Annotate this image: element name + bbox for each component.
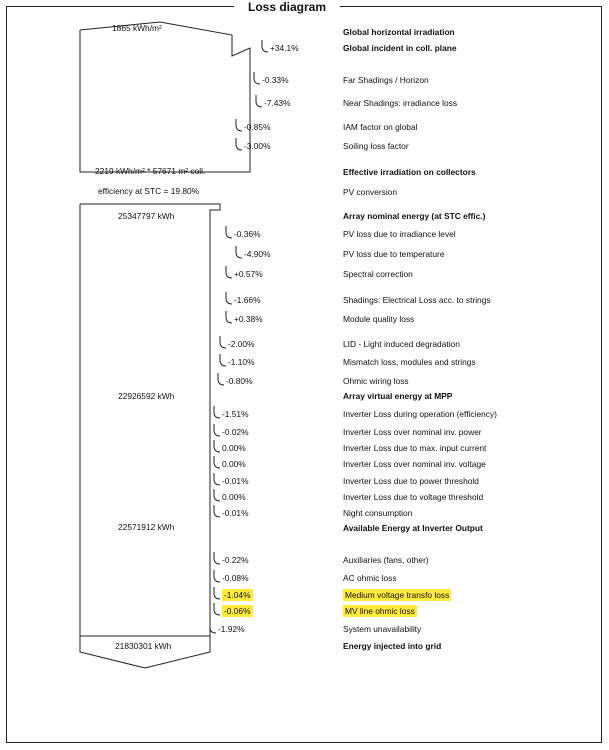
loss-row-label: Global horizontal irradiation <box>343 27 455 37</box>
loss-row-label: Inverter Loss due to power threshold <box>343 476 479 486</box>
loss-row-label: Auxiliaries (fans, other) <box>343 555 429 565</box>
loss-row-label: Inverter Loss over nominal inv. voltage <box>343 459 486 469</box>
loss-row-percentage: +34.1% <box>270 43 299 53</box>
loss-row-label: PV loss due to irradiance level <box>343 229 456 239</box>
loss-row-percentage: -0.01% <box>222 476 249 486</box>
loss-row-label: Spectral correction <box>343 269 413 279</box>
loss-row-label: Global incident in coll. plane <box>343 43 457 53</box>
loss-tick-mark <box>214 473 220 485</box>
loss-row-label: Array nominal energy (at STC effic.) <box>343 211 486 221</box>
loss-tick-mark <box>236 119 242 131</box>
top-flow-outline <box>80 22 250 172</box>
inverter-output-value: 22571912 kWh <box>118 522 175 532</box>
loss-row-percentage: -0.06% <box>224 606 251 616</box>
loss-tick-mark <box>214 440 220 452</box>
top-start-value: 1865 kWh/m² <box>112 23 162 33</box>
loss-tick-mark <box>214 587 220 599</box>
loss-row-percentage: +0.38% <box>234 314 263 324</box>
loss-tick-mark <box>226 266 232 278</box>
loss-tick-mark <box>236 246 242 258</box>
loss-row-label: Shadings: Electrical Loss acc. to strings <box>343 295 491 305</box>
loss-row-label: Module quality loss <box>343 314 415 324</box>
loss-row-percentage: -1.10% <box>228 357 255 367</box>
loss-row-percentage: -2.00% <box>228 339 255 349</box>
loss-row-percentage: +0.57% <box>234 269 263 279</box>
loss-row-label: LID - Light induced degradation <box>343 339 460 349</box>
loss-row-percentage: -0.80% <box>226 376 253 386</box>
loss-tick-mark <box>214 456 220 468</box>
loss-row-percentage: -1.92% <box>218 624 245 634</box>
loss-row-label: Mismatch loss, modules and strings <box>343 357 476 367</box>
loss-tick-mark <box>236 138 242 150</box>
loss-row-percentage: -0.36% <box>234 229 261 239</box>
loss-row-percentage: 0.00% <box>222 443 246 453</box>
loss-row-label: Inverter Loss due to voltage threshold <box>343 492 484 502</box>
loss-row-label: Soiling loss factor <box>343 141 409 151</box>
loss-row-percentage: -7.43% <box>264 98 291 108</box>
grid-injected-value: 21830301 kWh <box>115 641 172 651</box>
top-end-value: 2219 kWh/m² * 57671 m² coll. <box>95 166 206 176</box>
loss-tick-mark <box>262 40 268 52</box>
loss-row-label: MV line ohmic loss <box>345 606 415 616</box>
loss-tick-mark <box>214 489 220 501</box>
loss-row-percentage: -0.08% <box>222 573 249 583</box>
loss-tick-mark <box>256 95 262 107</box>
loss-row-label: Effective irradiation on collectors <box>343 167 476 177</box>
loss-tick-mark <box>214 552 220 564</box>
loss-row-percentage: -3.00% <box>244 141 271 151</box>
loss-row-label: Night consumption <box>343 508 413 518</box>
loss-row-label: Inverter Loss over nominal inv. power <box>343 427 482 437</box>
loss-tick-mark <box>226 226 232 238</box>
loss-row-percentage: -1.51% <box>222 409 249 419</box>
loss-row-percentage: -4.90% <box>244 249 271 259</box>
bottom-flow-outline <box>80 204 220 636</box>
loss-row-label: Medium voltage transfo loss <box>345 590 450 600</box>
loss-tick-mark <box>226 311 232 323</box>
loss-row-percentage: -0.22% <box>222 555 249 565</box>
efficiency-label: efficiency at STC = 19.80% <box>98 186 200 196</box>
loss-tick-mark <box>254 72 260 84</box>
loss-row-label: System unavailability <box>343 624 422 634</box>
loss-row-label: Near Shadings: irradiance loss <box>343 98 458 108</box>
loss-row-label: Energy injected into grid <box>343 641 442 651</box>
loss-tick-mark <box>218 373 224 385</box>
loss-row-label: IAM factor on global <box>343 122 418 132</box>
loss-tick-mark <box>214 570 220 582</box>
loss-tick-mark <box>220 336 226 348</box>
loss-tick-mark <box>214 406 220 418</box>
loss-row-percentage: -1.66% <box>234 295 261 305</box>
loss-tick-mark <box>214 424 220 436</box>
loss-row-percentage: -0.85% <box>244 122 271 132</box>
loss-row-percentage: -0.02% <box>222 427 249 437</box>
loss-row-percentage: -0.33% <box>262 75 289 85</box>
loss-tick-mark <box>214 603 220 615</box>
loss-row-percentage: -1.04% <box>224 590 251 600</box>
loss-row-label: Far Shadings / Horizon <box>343 75 429 85</box>
loss-tick-mark <box>220 354 226 366</box>
loss-row-label: PV loss due to temperature <box>343 249 445 259</box>
loss-row-percentage: -0.01% <box>222 508 249 518</box>
loss-row-label: Array virtual energy at MPP <box>343 391 453 401</box>
loss-row-label: Available Energy at Inverter Output <box>343 523 483 533</box>
loss-row-percentage: 0.00% <box>222 459 246 469</box>
loss-tick-mark <box>214 505 220 517</box>
loss-tick-mark <box>226 292 232 304</box>
loss-tick-mark <box>210 621 216 633</box>
loss-row-label: Inverter Loss during operation (efficiency) <box>343 409 497 419</box>
loss-row-label: AC ohmic loss <box>343 573 397 583</box>
array-nominal-value: 25347797 kWh <box>118 211 175 221</box>
mpp-value: 22926592 kWh <box>118 391 175 401</box>
loss-row-percentage: 0.00% <box>222 492 246 502</box>
loss-row-label: PV conversion <box>343 187 397 197</box>
page-title: Loss diagram <box>234 0 340 14</box>
loss-row-label: Ohmic wiring loss <box>343 376 409 386</box>
loss-row-label: Inverter Loss due to max. input current <box>343 443 487 453</box>
